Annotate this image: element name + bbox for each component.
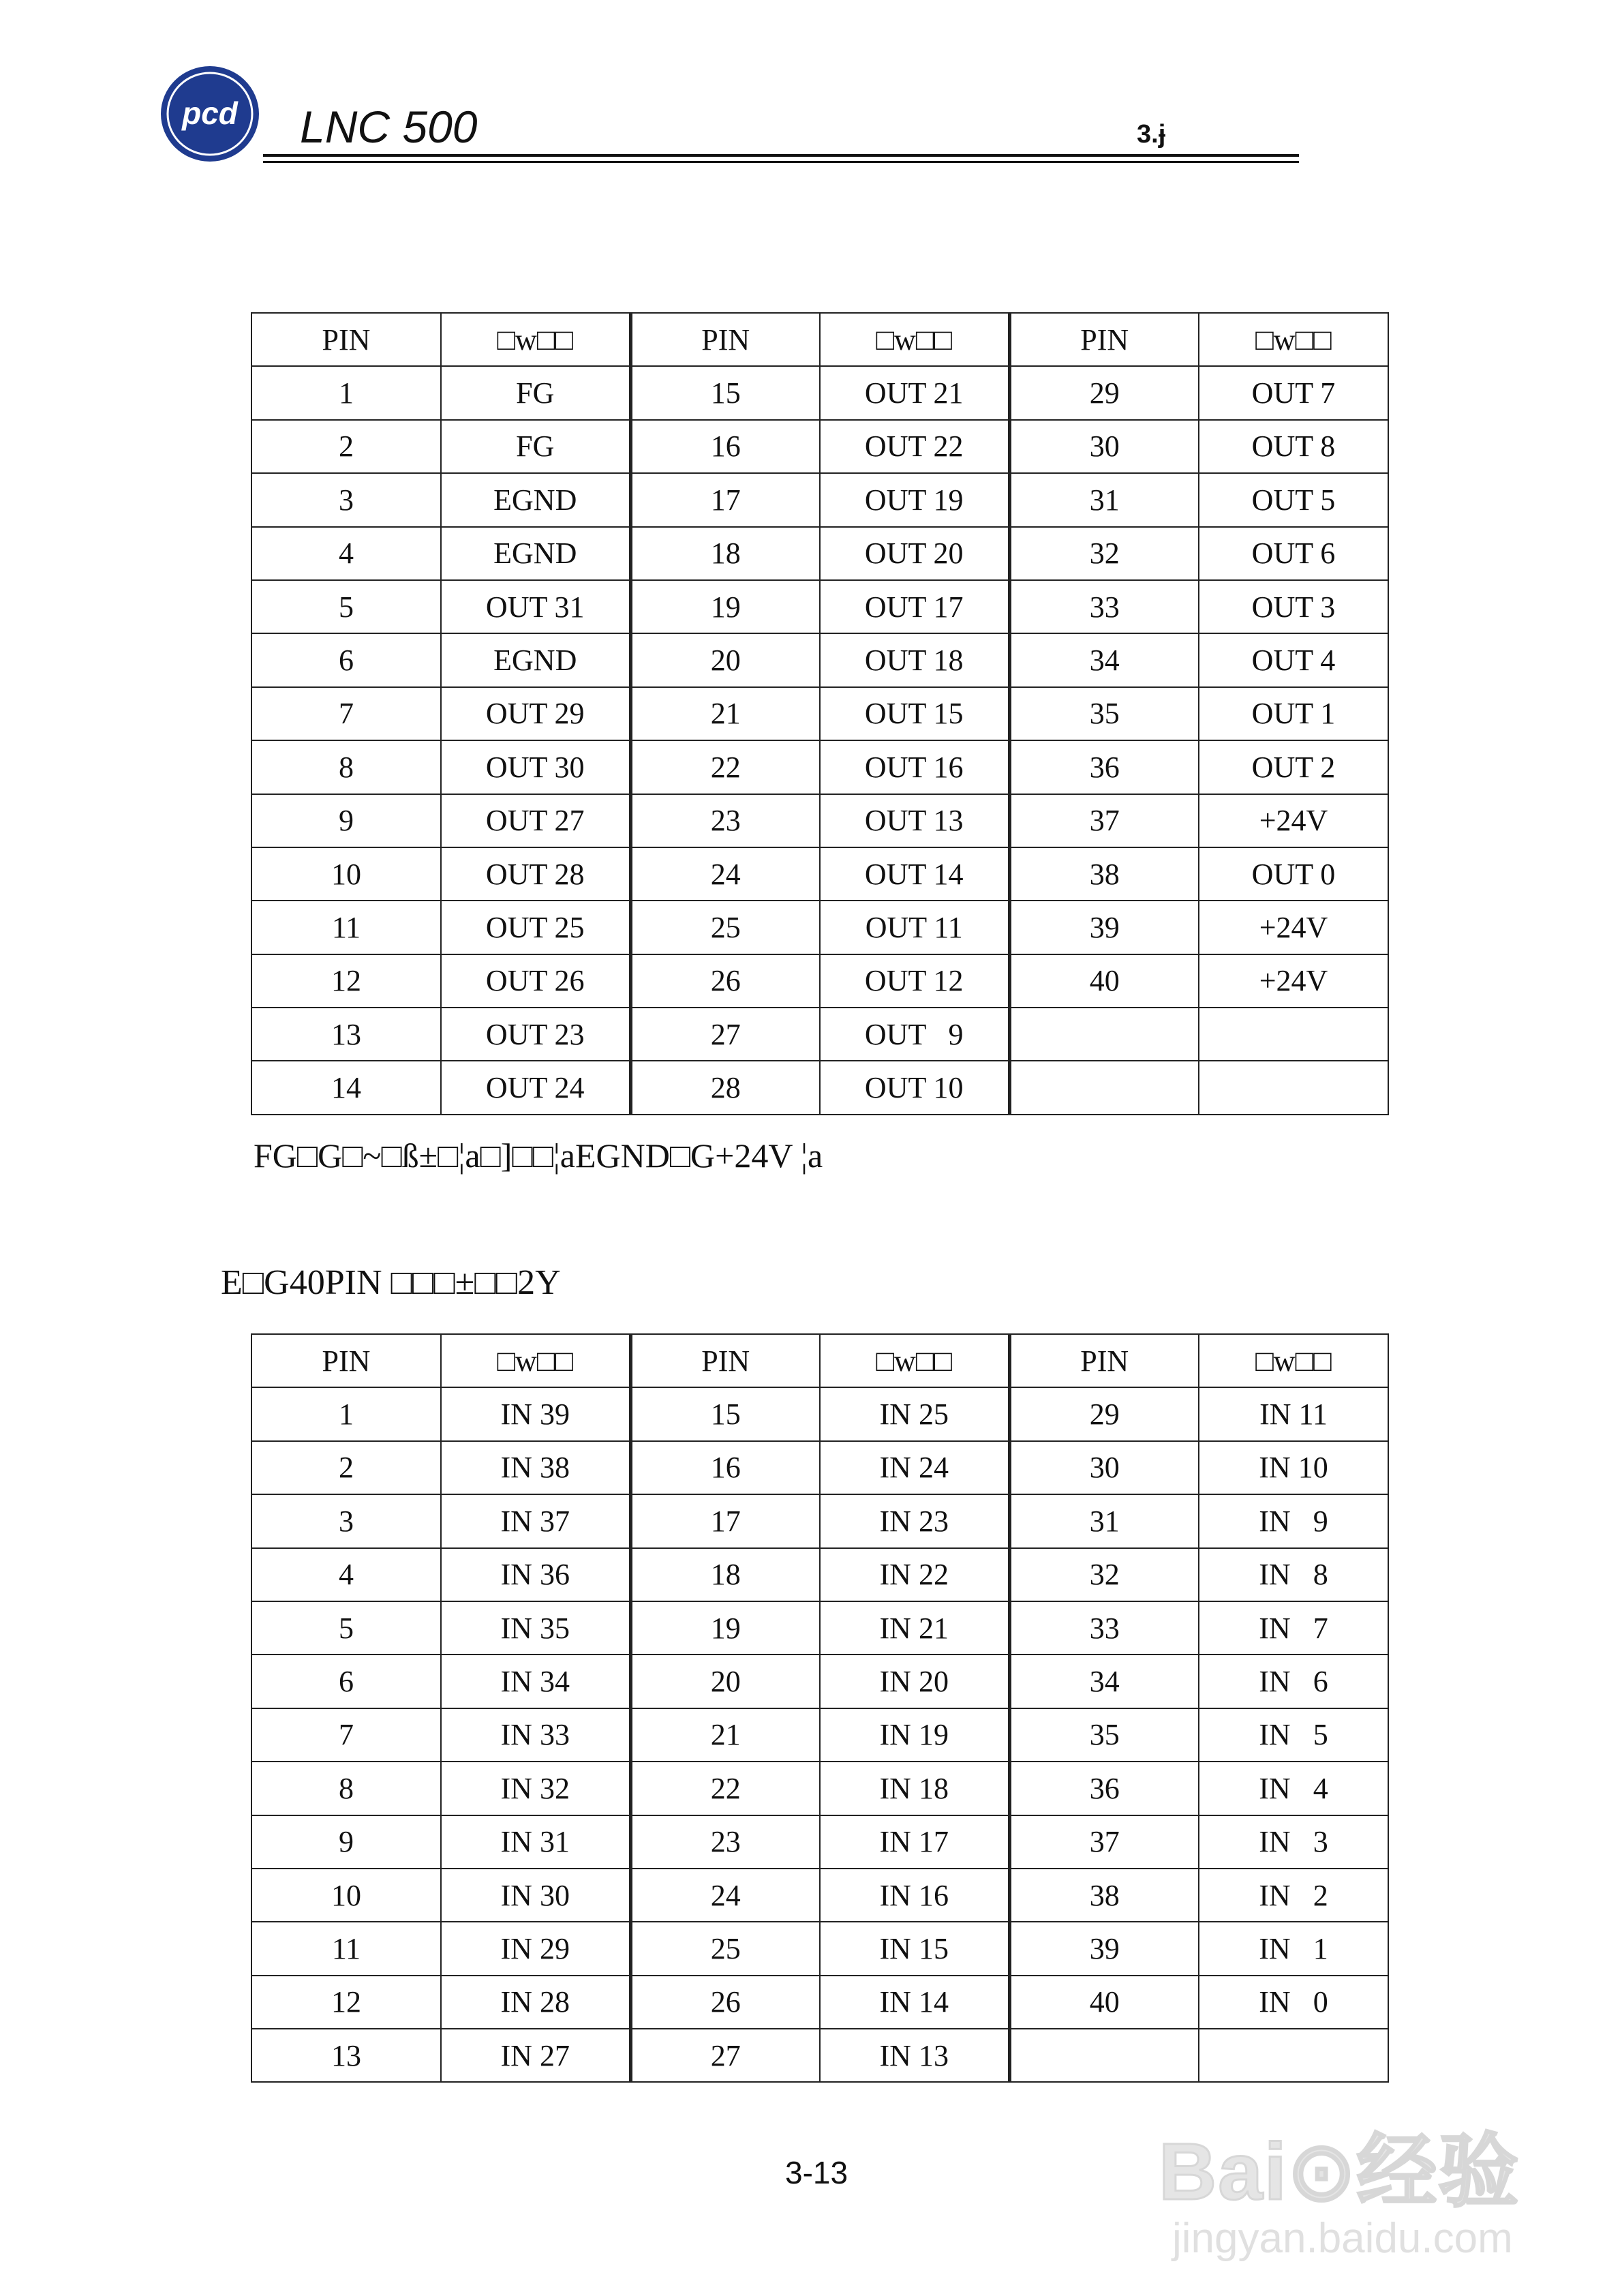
signal-name-cell: IN 5 [1199, 1708, 1388, 1762]
signal-name-cell: IN 11 [1199, 1387, 1388, 1440]
pin-number-cell: 8 [251, 740, 441, 794]
signal-header: □w□□ [820, 313, 1009, 366]
signal-name-cell: IN 15 [820, 1922, 1009, 1975]
pin-number-cell: 35 [1009, 1708, 1199, 1762]
signal-name-cell: IN 16 [820, 1869, 1009, 1922]
signal-name-cell: IN 1 [1199, 1922, 1388, 1975]
pin-number-cell: 20 [630, 633, 820, 686]
pin-number-cell: 2 [251, 420, 441, 473]
pin-number-cell: 18 [630, 527, 820, 580]
table-row [251, 527, 1388, 580]
output-pin-table [251, 312, 1389, 1115]
pin-number-cell: 1 [251, 1387, 441, 1440]
pin-number-cell: 23 [630, 1815, 820, 1869]
pin-number-cell: 40 [1009, 954, 1199, 1008]
pin-number-cell: 19 [630, 580, 820, 633]
signal-name-cell: OUT 7 [1199, 366, 1388, 419]
signal-name-cell: IN 4 [1199, 1762, 1388, 1815]
table-row [251, 580, 1388, 633]
table-row [251, 1601, 1388, 1655]
pin-number-cell: 16 [630, 420, 820, 473]
logo-text: pcd [182, 95, 238, 131]
signal-name-cell: IN 23 [820, 1494, 1009, 1547]
signal-name-cell [1199, 2029, 1388, 2082]
pin-number-cell: 26 [630, 1976, 820, 2029]
pin-number-cell: 21 [630, 687, 820, 740]
pin-number-cell: 23 [630, 794, 820, 847]
signal-name-cell: OUT 10 [820, 1061, 1009, 1114]
signal-name-cell: EGND [441, 633, 630, 686]
signal-name-cell: IN 21 [820, 1601, 1009, 1655]
signal-name-cell: IN 39 [441, 1387, 630, 1440]
pin-number-cell: 18 [630, 1548, 820, 1601]
pin-number-cell: 37 [1009, 1815, 1199, 1869]
document-title: LNC 500 [300, 102, 478, 152]
pin-number-cell: 36 [1009, 740, 1199, 794]
baidu-watermark [1159, 2100, 1540, 2277]
pin-number-cell [1009, 2029, 1199, 2082]
signal-name-cell: OUT 5 [1199, 473, 1388, 526]
pin-number-cell: 6 [251, 1655, 441, 1708]
table-row [251, 1008, 1388, 1061]
signal-name-cell: IN 31 [441, 1815, 630, 1869]
signal-name-cell: OUT 28 [441, 847, 630, 901]
pin-number-cell: 9 [251, 1815, 441, 1869]
pin-header: PIN [630, 313, 820, 366]
pin-number-cell: 21 [630, 1708, 820, 1762]
signal-name-cell: OUT 4 [1199, 633, 1388, 686]
signal-name-cell: IN 37 [441, 1494, 630, 1547]
signal-name-cell: EGND [441, 473, 630, 526]
signal-name-cell: IN 8 [1199, 1548, 1388, 1601]
signal-name-cell: IN 36 [441, 1548, 630, 1601]
pin-number-cell: 24 [630, 847, 820, 901]
signal-name-cell: IN 10 [1199, 1441, 1388, 1494]
header-rule [263, 161, 1299, 163]
signal-name-cell: FG [441, 420, 630, 473]
signal-name-cell: OUT 19 [820, 473, 1009, 526]
signal-name-cell: IN 22 [820, 1548, 1009, 1601]
signal-name-cell: +24V [1199, 901, 1388, 954]
signal-name-cell: EGND [441, 527, 630, 580]
pin-number-cell: 39 [1009, 1922, 1199, 1975]
signal-name-cell: IN 20 [820, 1655, 1009, 1708]
signal-name-cell: OUT 9 [820, 1008, 1009, 1061]
input-pin-table [251, 1333, 1389, 2083]
signal-name-cell: OUT 8 [1199, 420, 1388, 473]
table-row [251, 2029, 1388, 2082]
table-row [251, 366, 1388, 419]
signal-name-cell: OUT 0 [1199, 847, 1388, 901]
signal-name-cell: IN 33 [441, 1708, 630, 1762]
pin-number-cell: 30 [1009, 420, 1199, 473]
pin-number-cell: 40 [1009, 1976, 1199, 2029]
watermark-url: jingyan.baidu.com [1172, 2215, 1513, 2262]
pin-number-cell: 3 [251, 473, 441, 526]
table-row [251, 1922, 1388, 1975]
signal-header: □w□□ [820, 1334, 1009, 1387]
signal-header: □w□□ [1199, 1334, 1388, 1387]
watermark-brand: Bai⊙经验 [1159, 2127, 1520, 2217]
signal-name-cell: OUT 2 [1199, 740, 1388, 794]
table-row [251, 687, 1388, 740]
pin-number-cell: 17 [630, 1494, 820, 1547]
pin-number-cell [1009, 1008, 1199, 1061]
signal-name-cell: OUT 14 [820, 847, 1009, 901]
pin-number-cell: 3 [251, 1494, 441, 1547]
pin-number-cell: 8 [251, 1762, 441, 1815]
signal-name-cell: +24V [1199, 954, 1388, 1008]
pin-number-cell: 13 [251, 1008, 441, 1061]
pin-number-cell: 31 [1009, 473, 1199, 526]
pin-number-cell: 7 [251, 1708, 441, 1762]
chapter-label: 3.ɉ [1137, 120, 1166, 149]
pin-number-cell: 34 [1009, 1655, 1199, 1708]
signal-name-cell: OUT 18 [820, 633, 1009, 686]
table-row [251, 420, 1388, 473]
table-row [251, 633, 1388, 686]
pin-number-cell: 1 [251, 366, 441, 419]
signal-header: □w□□ [441, 1334, 630, 1387]
pin-number-cell: 10 [251, 847, 441, 901]
table-header-row [251, 313, 1388, 366]
table-row [251, 1708, 1388, 1762]
pin-number-cell: 4 [251, 1548, 441, 1601]
table-row [251, 954, 1388, 1008]
pin-number-cell: 32 [1009, 527, 1199, 580]
signal-name-cell: IN 38 [441, 1441, 630, 1494]
pin-number-cell: 34 [1009, 633, 1199, 686]
pin-number-cell: 5 [251, 580, 441, 633]
input-table-caption: E□G40PIN □□□±□□2Y [221, 1263, 561, 1302]
table-row [251, 794, 1388, 847]
pin-number-cell: 16 [630, 1441, 820, 1494]
signal-name-cell: IN 28 [441, 1976, 630, 2029]
signal-name-cell: OUT 24 [441, 1061, 630, 1114]
signal-name-cell: IN 6 [1199, 1655, 1388, 1708]
signal-name-cell: OUT 31 [441, 580, 630, 633]
signal-name-cell: FG [441, 366, 630, 419]
signal-name-cell: OUT 13 [820, 794, 1009, 847]
signal-name-cell: OUT 12 [820, 954, 1009, 1008]
pin-number-cell: 4 [251, 527, 441, 580]
pin-header: PIN [251, 313, 441, 366]
pin-number-cell: 25 [630, 901, 820, 954]
signal-name-cell: OUT 21 [820, 366, 1009, 419]
pin-number-cell: 9 [251, 794, 441, 847]
pin-header: PIN [1009, 313, 1199, 366]
pin-number-cell: 33 [1009, 1601, 1199, 1655]
signal-name-cell: IN 19 [820, 1708, 1009, 1762]
signal-name-cell: IN 30 [441, 1869, 630, 1922]
signal-name-cell: OUT 6 [1199, 527, 1388, 580]
pin-number-cell: 14 [251, 1061, 441, 1114]
pin-number-cell: 27 [630, 2029, 820, 2082]
signal-name-cell: OUT 25 [441, 901, 630, 954]
pin-number-cell: 15 [630, 1387, 820, 1440]
signal-name-cell: IN 25 [820, 1387, 1009, 1440]
signal-name-cell: IN 18 [820, 1762, 1009, 1815]
table-row [251, 1387, 1388, 1440]
pin-number-cell: 12 [251, 954, 441, 1008]
pin-header: PIN [251, 1334, 441, 1387]
signal-name-cell: IN 3 [1199, 1815, 1388, 1869]
pin-number-cell: 25 [630, 1922, 820, 1975]
page-number: 3-13 [785, 2155, 848, 2190]
signal-name-cell: OUT 22 [820, 420, 1009, 473]
pin-number-cell: 31 [1009, 1494, 1199, 1547]
pin-number-cell: 22 [630, 1762, 820, 1815]
header-rule [263, 154, 1299, 157]
signal-name-cell: IN 9 [1199, 1494, 1388, 1547]
pin-number-cell: 36 [1009, 1762, 1199, 1815]
signal-name-cell: OUT 3 [1199, 580, 1388, 633]
signal-name-cell: IN 29 [441, 1922, 630, 1975]
pin-number-cell: 6 [251, 633, 441, 686]
table-row [251, 1869, 1388, 1922]
pin-number-cell: 13 [251, 2029, 441, 2082]
table-row [251, 847, 1388, 901]
pin-number-cell: 15 [630, 366, 820, 419]
pin-number-cell: 28 [630, 1061, 820, 1114]
signal-name-cell: OUT 26 [441, 954, 630, 1008]
signal-name-cell: IN 2 [1199, 1869, 1388, 1922]
pin-number-cell: 11 [251, 901, 441, 954]
signal-name-cell: OUT 17 [820, 580, 1009, 633]
signal-name-cell: IN 0 [1199, 1976, 1388, 2029]
table-row [251, 901, 1388, 954]
pin-number-cell: 5 [251, 1601, 441, 1655]
table-row [251, 1655, 1388, 1708]
pin-number-cell: 19 [630, 1601, 820, 1655]
pin-number-cell: 27 [630, 1008, 820, 1061]
signal-name-cell: +24V [1199, 794, 1388, 847]
signal-name-cell: OUT 15 [820, 687, 1009, 740]
pin-header: PIN [1009, 1334, 1199, 1387]
pin-number-cell: 11 [251, 1922, 441, 1975]
pin-number-cell: 35 [1009, 687, 1199, 740]
table-row [251, 1061, 1388, 1114]
pin-number-cell: 24 [630, 1869, 820, 1922]
signal-name-cell: OUT 20 [820, 527, 1009, 580]
pin-number-cell: 12 [251, 1976, 441, 2029]
signal-name-cell: IN 17 [820, 1815, 1009, 1869]
pin-number-cell: 29 [1009, 366, 1199, 419]
pin-number-cell: 2 [251, 1441, 441, 1494]
pin-number-cell: 33 [1009, 580, 1199, 633]
signal-name-cell: OUT 1 [1199, 687, 1388, 740]
pcd-logo [158, 63, 262, 165]
signal-name-cell: IN 27 [441, 2029, 630, 2082]
pin-header: PIN [630, 1334, 820, 1387]
signal-name-cell: IN 24 [820, 1441, 1009, 1494]
pin-number-cell: 10 [251, 1869, 441, 1922]
signal-name-cell: IN 7 [1199, 1601, 1388, 1655]
signal-name-cell: OUT 23 [441, 1008, 630, 1061]
table-row [251, 473, 1388, 526]
table-row [251, 1762, 1388, 1815]
pin-number-cell: 20 [630, 1655, 820, 1708]
signal-name-cell [1199, 1008, 1388, 1061]
signal-header: □w□□ [1199, 313, 1388, 366]
table-row [251, 1441, 1388, 1494]
pin-number-cell: 32 [1009, 1548, 1199, 1601]
table-row [251, 1976, 1388, 2029]
table-row [251, 1815, 1388, 1869]
pin-number-cell: 30 [1009, 1441, 1199, 1494]
signal-name-cell: OUT 30 [441, 740, 630, 794]
pin-number-cell: 38 [1009, 1869, 1199, 1922]
table-header-row [251, 1334, 1388, 1387]
signal-name-cell: OUT 27 [441, 794, 630, 847]
pin-number-cell: 39 [1009, 901, 1199, 954]
signal-name-cell [1199, 1061, 1388, 1114]
signal-note: FG□G□~□ß±□¦a□]□□¦aEGND□G+24V ¦a [254, 1136, 823, 1175]
signal-name-cell: IN 34 [441, 1655, 630, 1708]
table-row [251, 1548, 1388, 1601]
signal-name-cell: IN 13 [820, 2029, 1009, 2082]
signal-name-cell: OUT 11 [820, 901, 1009, 954]
pin-number-cell: 29 [1009, 1387, 1199, 1440]
pin-number-cell: 37 [1009, 794, 1199, 847]
table-row [251, 740, 1388, 794]
pin-number-cell: 26 [630, 954, 820, 1008]
pin-number-cell: 22 [630, 740, 820, 794]
pin-number-cell: 38 [1009, 847, 1199, 901]
signal-name-cell: OUT 16 [820, 740, 1009, 794]
signal-name-cell: OUT 29 [441, 687, 630, 740]
signal-name-cell: IN 32 [441, 1762, 630, 1815]
signal-name-cell: IN 35 [441, 1601, 630, 1655]
signal-name-cell: IN 14 [820, 1976, 1009, 2029]
pin-number-cell: 17 [630, 473, 820, 526]
table-row [251, 1494, 1388, 1547]
signal-header: □w□□ [441, 313, 630, 366]
pin-number-cell [1009, 1061, 1199, 1114]
pin-number-cell: 7 [251, 687, 441, 740]
